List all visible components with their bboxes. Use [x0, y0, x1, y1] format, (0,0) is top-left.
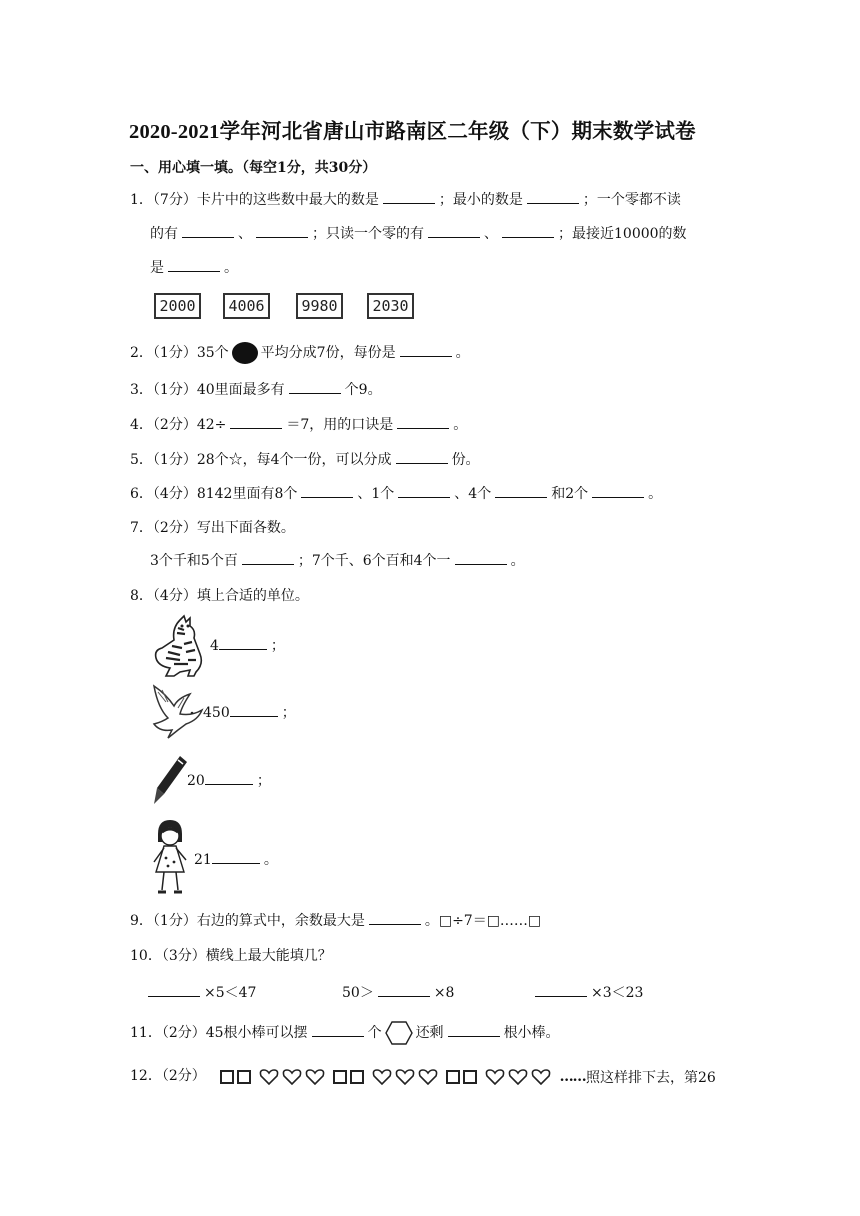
dove-icon — [148, 684, 206, 740]
question-7-line2: 3个千和5个百 ；7个千、6个百和4个一 。 — [150, 553, 525, 569]
square-icon — [350, 1070, 364, 1084]
answer-blank[interactable] — [219, 636, 267, 650]
square-icon — [220, 1070, 234, 1084]
question-number: 5． — [130, 452, 153, 468]
unit-item-3: 20 ； — [187, 773, 271, 789]
question-5: 5．（1分）28个☆，每4个一份，可以分成 份。 — [130, 452, 480, 468]
question-number: 9． — [130, 913, 153, 929]
heart-icon — [418, 1069, 438, 1085]
number-card: 2030 — [367, 293, 414, 319]
number-card: 9980 — [296, 293, 343, 319]
answer-blank[interactable] — [369, 911, 421, 925]
shape-pattern — [220, 1066, 586, 1088]
question-12: 12．（2分） — [130, 1068, 206, 1084]
heart-icon — [508, 1069, 528, 1085]
answer-blank[interactable] — [168, 258, 220, 272]
question-9: 9．（1分）右边的算式中，余数最大是 。□÷7＝□……□ — [130, 913, 542, 929]
heart-icon — [395, 1069, 415, 1085]
answer-blank[interactable] — [428, 224, 480, 238]
unit-item-1: 4 ； — [210, 638, 285, 654]
answer-blank[interactable] — [182, 224, 234, 238]
square-icon — [333, 1070, 347, 1084]
question-10-expr-1: ×5＜47 — [148, 983, 256, 1003]
question-7: 7．（2分）写出下面各数。 — [130, 520, 295, 536]
question-10-expr-2: 50＞ ×8 — [342, 985, 455, 1001]
heart-icon — [531, 1069, 551, 1085]
question-number: 10． — [130, 948, 162, 964]
answer-blank[interactable] — [205, 771, 253, 785]
page-title: 2020-2021学年河北省唐山市路南区二年级（下）期末数学试卷 — [129, 121, 696, 143]
question-1-line1: 1．（7分）卡片中的这些数中最大的数是 ；最小的数是 ；一个零都不读 — [130, 192, 681, 208]
square-icon — [463, 1070, 477, 1084]
answer-blank[interactable] — [289, 380, 341, 394]
section-heading: 一、用心填一填。（每空1分，共30分） — [130, 160, 377, 176]
answer-blank[interactable] — [212, 850, 260, 864]
number-card: 2000 — [154, 293, 201, 319]
heart-icon — [305, 1069, 325, 1085]
question-number: 3． — [130, 382, 153, 398]
answer-blank[interactable] — [312, 1023, 364, 1037]
girl-icon — [148, 818, 194, 898]
unit-item-2: 450 ； — [203, 705, 296, 721]
question-3: 3．（1分）40里面最多有 个9。 — [130, 382, 382, 398]
question-number: 1． — [130, 192, 153, 208]
answer-blank[interactable] — [495, 484, 547, 498]
question-11: 11．（2分）45根小棒可以摆 个 还剩 根小棒。 — [130, 1021, 560, 1045]
answer-blank[interactable] — [397, 415, 449, 429]
question-10-expr-3: ×3＜23 — [535, 983, 643, 1003]
question-1-line2: 的有 、 ；只读一个零的有 、 ；最接近10000的数 — [150, 226, 687, 242]
question-number: 2． — [130, 345, 153, 361]
answer-blank[interactable] — [256, 224, 308, 238]
heart-icon — [282, 1069, 302, 1085]
answer-blank[interactable] — [455, 551, 507, 565]
heart-icon — [372, 1069, 392, 1085]
number-card: 4006 — [223, 293, 270, 319]
pattern-dots: …… — [559, 1069, 586, 1085]
heart-icon — [485, 1069, 505, 1085]
answer-blank[interactable] — [398, 484, 450, 498]
question-number: 8． — [130, 588, 153, 604]
question-number: 4． — [130, 417, 153, 433]
answer-blank[interactable] — [301, 484, 353, 498]
question-number: 7． — [130, 520, 153, 536]
tiger-cat-icon — [150, 614, 210, 678]
question-10: 10．（3分）横线上最大能填几？ — [130, 948, 332, 964]
question-12-text: 照这样排下去，第26 — [586, 1070, 716, 1086]
answer-blank[interactable] — [148, 983, 200, 997]
answer-blank[interactable] — [383, 190, 435, 204]
answer-blank[interactable] — [535, 983, 587, 997]
question-6: 6．（4分）8142里面有8个 、1个 、4个 和2个 。 — [130, 486, 663, 502]
answer-blank[interactable] — [230, 415, 282, 429]
question-number: 12． — [130, 1068, 162, 1084]
question-number: 6． — [130, 486, 153, 502]
hexagon-icon — [385, 1021, 413, 1045]
question-1-line3: 是 。 — [150, 260, 238, 276]
square-icon — [237, 1070, 251, 1084]
question-4: 4．（2分）42÷ ＝7，用的口诀是 。 — [130, 417, 468, 433]
blob-icon — [231, 341, 259, 365]
question-8: 8．（4分）填上合适的单位。 — [130, 588, 309, 604]
answer-blank[interactable] — [378, 983, 430, 997]
answer-blank[interactable] — [592, 484, 644, 498]
answer-blank[interactable] — [527, 190, 579, 204]
question-2: 2．（1分）35个 平均分成7份，每份是 。 — [130, 341, 470, 365]
heart-icon — [259, 1069, 279, 1085]
pen-icon — [150, 754, 190, 806]
answer-blank[interactable] — [502, 224, 554, 238]
answer-blank[interactable] — [230, 703, 278, 717]
unit-item-4: 21 。 — [194, 852, 278, 868]
answer-blank[interactable] — [396, 450, 448, 464]
answer-blank[interactable] — [400, 343, 452, 357]
answer-blank[interactable] — [242, 551, 294, 565]
answer-blank[interactable] — [448, 1023, 500, 1037]
square-icon — [446, 1070, 460, 1084]
question-number: 11． — [130, 1025, 162, 1041]
